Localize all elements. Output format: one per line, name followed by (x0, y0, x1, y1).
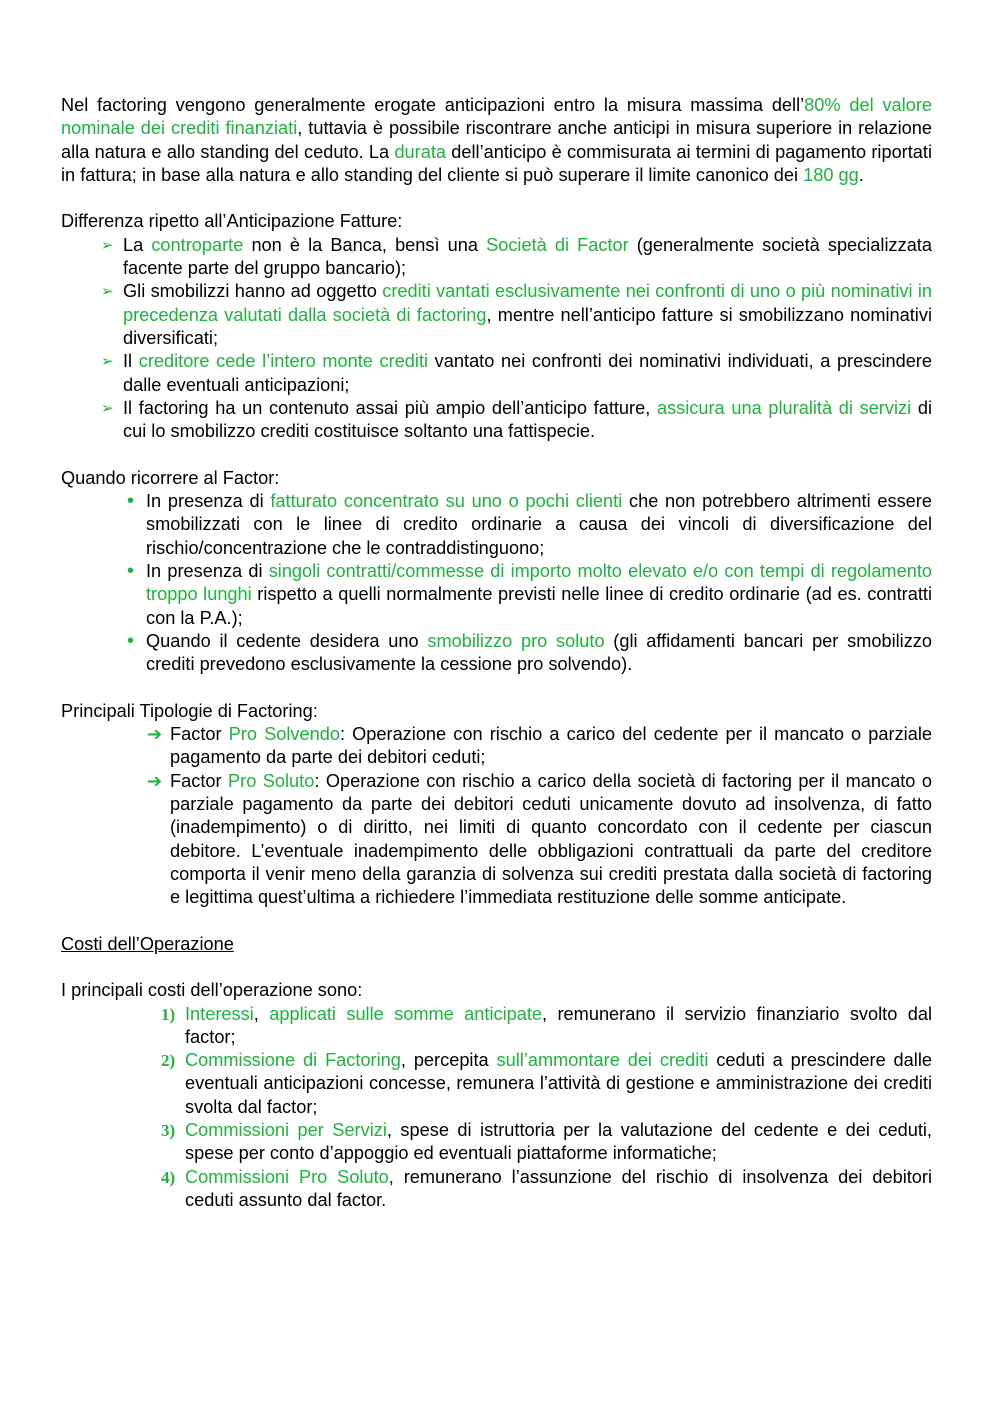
intro-highlight: 80% del valore nominale dei crediti finanziati (61, 95, 932, 139)
costi-intro: I principali costi dell’operazione sono: (61, 980, 363, 1001)
intro-text: dell’anticipo è commisurata ai termini di pagamento riportati in fattura; in base alla natura e allo standing del cliente si può superare il limite canonico dei (61, 141, 933, 185)
costi-title (61, 933, 932, 956)
list-number: 1) (161, 1004, 176, 1024)
bullet-icon: • (127, 629, 135, 652)
quando-heading: Quando ricorrere al Factor: (61, 467, 280, 488)
differenza-heading: Differenza ripetto all’Anticipazione Fatture: (61, 211, 403, 232)
list-item: 4) Commissioni Pro Soluto, remunerano l’assunzione del rischio di insolvenza dei debitori ceduti assunto dal factor. (161, 1166, 932, 1210)
arrow-right-icon: ➔ (147, 724, 163, 746)
bullet-icon: • (127, 559, 135, 582)
list-item: • In presenza di fatturato concentrato su uno o pochi clienti che non potrebbero altrimenti essere smobilizzati con le linee di credito ordinarie a causa dei vincoli di diversificazione del rischio/concentrazione che le contraddistinguono; (127, 490, 932, 558)
list-item: 1) Interessi, applicati sulle somme anticipate, remunerano il servizio finanziario svolto dal factor; (161, 1003, 933, 1047)
differenza-list (61, 234, 932, 444)
arrowhead-bullet-icon: ➢ (101, 282, 114, 301)
arrowhead-bullet-icon: ➢ (101, 398, 114, 417)
document-body (61, 94, 932, 1212)
tipologie-heading: Principali Tipologie di Factoring: (61, 700, 318, 721)
bullet-icon: • (127, 490, 135, 513)
list-number: 2) (161, 1051, 176, 1071)
arrow-right-icon: ➔ (147, 770, 163, 792)
intro-text: . (858, 164, 864, 185)
section-title: Costi dell’Operazione (61, 933, 234, 954)
list-item: ➔ Factor Pro Soluto: Operazione con rischio a carico della società di factoring per il mancato o parziale pagamento da parte dei debitori ceduti unicamente dovuto ad insolvenza, di fatto (inadempimento) o di diritto, nei limiti di quanto concordato con il cedente per ciascun debitore. L’eventuale inadempimento delle obbligazioni contrattuali da parte del creditore comporta il venir meno della garanzia di solvenza sui crediti prestata dalla società di factoring e legittima quest’ultima a richiedere l’immediata restituzione delle somme anticipate. (147, 770, 932, 908)
costi-list (61, 1003, 932, 1213)
intro-highlight: 180 gg (803, 164, 859, 185)
list-item: • Quando il cedente desidera uno smobilizzo pro soluto (gli affidamenti bancari per smobilizzo crediti prevedono esclusivamente la cessione pro solvendo). (127, 629, 932, 675)
intro-highlight: durata (394, 141, 447, 162)
intro-text: Nel factoring vengono generalmente erogate anticipazioni entro la misura massima dell’ (61, 95, 805, 115)
list-number: 3) (161, 1121, 176, 1141)
list-item: ➢ Il creditore cede l’intero monte crediti vantato nei confronti dei nominativi individuati, a prescindere dalle eventuali anticipazioni; (101, 351, 932, 395)
tipologie-list (61, 723, 932, 909)
list-item: • In presenza di singoli contratti/commesse di importo molto elevato e/o con tempi di regolamento troppo lunghi rispetto a quelli normalmente previsti nelle linee di credito ordinarie (ad es. contratti con la P.A.); (127, 559, 933, 628)
list-item: ➢ Gli smobilizzi hanno ad oggetto crediti vantati esclusivamente nei confronti di uno o più nominativi in precedenza valutati dalla società di factoring, mentre nell’anticipo fatture si smobilizzano nominativi diversificati; (101, 281, 932, 348)
list-item: ➔ Factor Pro Solvendo: Operazione con rischio a carico del cedente per il mancato o parziale pagamento da parte dei debitori ceduti; (147, 724, 932, 768)
list-item: ➢ Il factoring ha un contenuto assai più ampio dell’anticipo fatture, assicura una pluralità di servizi di cui lo smobilizzo crediti costituisce soltanto una fattispecie. (101, 397, 932, 442)
arrowhead-bullet-icon: ➢ (101, 235, 114, 254)
list-item: ➢ La controparte non è la Banca, bensì una Società di Factor (generalmente società specializzata facente parte del gruppo bancario); (101, 234, 932, 279)
intro-text: , tuttavia è possibile riscontrare anche anticipi in misura superiore in relazione alla natura e allo standing del ceduto. La (61, 118, 932, 162)
list-item: 2) Commissione di Factoring, percepita sull’ammontare dei crediti ceduti a prescindere dalle eventuali anticipazioni concesse, remunera l’attività di gestione e amministrazione dei crediti svolta dal factor; (161, 1050, 932, 1117)
list-item: 3) Commissioni per Servizi, spese di istruttoria per la valutazione del cedente e dei ceduti, spese per conto d’appoggio ed eventuali piattaforme informatiche; (161, 1120, 932, 1164)
arrowhead-bullet-icon: ➢ (101, 352, 114, 371)
intro-paragraph (61, 94, 932, 187)
quando-list (61, 490, 932, 676)
list-number: 4) (161, 1167, 176, 1187)
